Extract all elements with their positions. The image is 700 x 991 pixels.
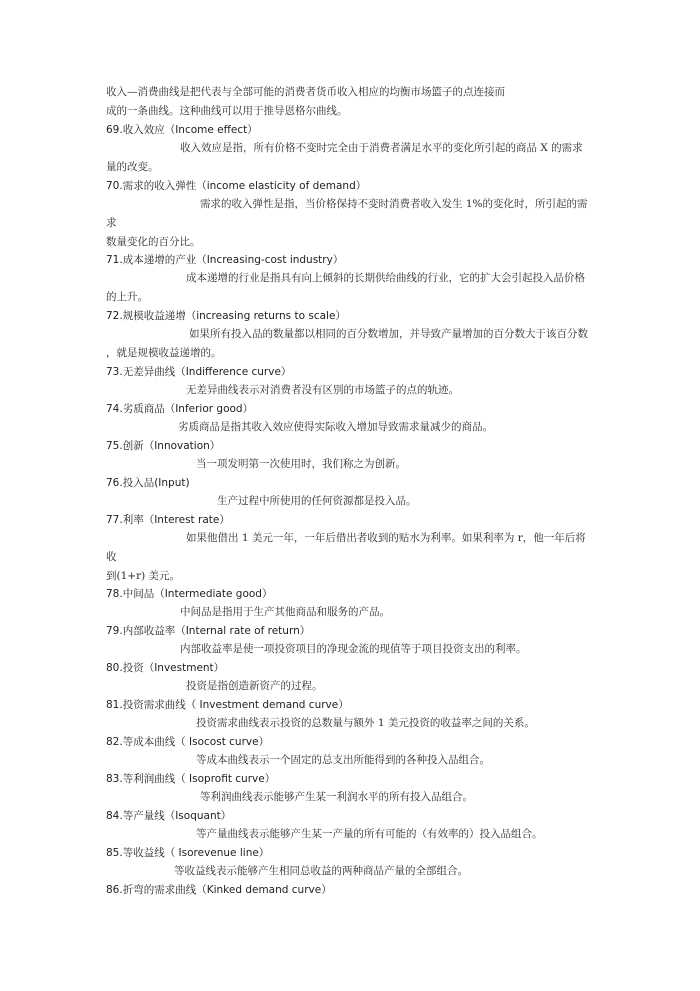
entry-body-line: 生产过程中所使用的任何资源都是投入品。	[217, 495, 417, 507]
entry-heading: 79.内部收益率（Internal rate of return）	[106, 625, 311, 637]
entry-heading: 75.创新（Innovation）	[106, 440, 221, 452]
entry-heading: 84.等产量线（Isoquant）	[106, 810, 232, 822]
entry-body-line: 收入效应是指，所有价格不变时完全由于消费者满足水平的变化所引起的商品 X 的需求	[180, 142, 583, 154]
entry-heading: 71.成本递增的产业（Increasing-cost industry）	[106, 254, 344, 266]
entry-body-line: 投资是指创造新资产的过程。	[186, 680, 323, 692]
entry-heading: 76.投入品(Input)	[106, 477, 190, 489]
entry-heading: 69.收入效应（Income effect）	[106, 124, 258, 136]
entry-heading: 77.利率（Interest rate）	[106, 514, 230, 526]
entry-body-line: 等利润曲线表示能够产生某一利润水平的所有投入品组合。	[200, 791, 473, 803]
entry-body-line: 成本递增的行业是指具有向上倾斜的长期供给曲线的行业，它的扩大会引起投入品价格	[186, 272, 585, 284]
entry-heading: 82.等成本曲线（ Isocost curve）	[106, 736, 270, 748]
entry-body-line: 量的改变。	[106, 161, 159, 173]
entry-body-line: 等收益线表示能够产生相同总收益的两种商品产量的全部组合。	[174, 865, 468, 877]
entry-body-line: 求	[106, 217, 117, 229]
entry-heading: 72.规模收益递增（increasing returns to scale）	[106, 310, 346, 322]
entry-heading: 73.无差异曲线（Indifference curve）	[106, 366, 292, 378]
entry-body-line: 内部收益率是使一项投资项目的净现金流的现值等于项目投资支出的利率。	[180, 643, 527, 655]
entry-body-line: 劣质商品是指其收入效应使得实际收入增加导致需求量减少的商品。	[178, 421, 493, 433]
entry-body-line: 当一项发明第一次使用时，我们称之为创新。	[196, 458, 406, 470]
entry-heading: 81.投资需求曲线（ Investment demand curve）	[106, 699, 349, 711]
entry-body-line: 如果所有投入品的数量都以相同的百分数增加，并导致产量增加的百分数大于该百分数	[189, 328, 588, 340]
entry-body-line: 无差异曲线表示对消费者没有区别的市场篮子的点的轨迹。	[186, 384, 459, 396]
entry-body-line: 到(1+r) 美元。	[106, 570, 181, 582]
entry-body-line: ，就是规模收益递增的。	[106, 347, 222, 359]
entry-heading: 78.中间品（Intermediate good）	[106, 588, 273, 600]
entry-body-line: 收	[106, 551, 117, 563]
intro-line: 成的一条曲线。这种曲线可以用于推导恩格尔曲线。	[106, 105, 348, 117]
entry-heading: 86.折弯的需求曲线（Kinked demand curve）	[106, 884, 332, 896]
entry-heading: 74.劣质商品（Inferior good）	[106, 403, 254, 415]
intro-line: 收入—消费曲线是把代表与全部可能的消费者货币收入相应的均衡市场篮子的点连接而	[106, 86, 505, 98]
entry-body-line: 等产量曲线表示能够产生某一产量的所有可能的（有效率的）投入品组合。	[196, 828, 543, 840]
entry-body-line: 数量变化的百分比。	[106, 236, 201, 248]
entry-body-line: 中间品是指用于生产其他商品和服务的产品。	[180, 606, 390, 618]
entry-body-line: 等成本曲线表示一个固定的总支出所能得到的各种投入品组合。	[196, 754, 490, 766]
entry-heading: 83.等利润曲线（ Isoprofit curve）	[106, 773, 276, 785]
entry-heading: 85.等收益线（ Isorevenue line）	[106, 847, 270, 859]
entry-heading: 70.需求的收入弹性（income elasticity of demand）	[106, 180, 367, 192]
entry-body-line: 投资需求曲线表示投资的总数量与额外 1 美元投资的收益率之间的关系。	[196, 717, 535, 729]
entry-heading: 80.投资（Investment）	[106, 662, 225, 674]
entry-body-line: 的上升。	[106, 291, 148, 303]
entry-body-line: 如果他借出 1 美元一年，一年后借出者收到的贴水为利率。如果利率为 r，他一年后将	[186, 532, 586, 544]
entry-body-line: 需求的收入弹性是指，当价格保持不变时消费者收入发生 1%的变化时，所引起的需	[200, 198, 588, 210]
